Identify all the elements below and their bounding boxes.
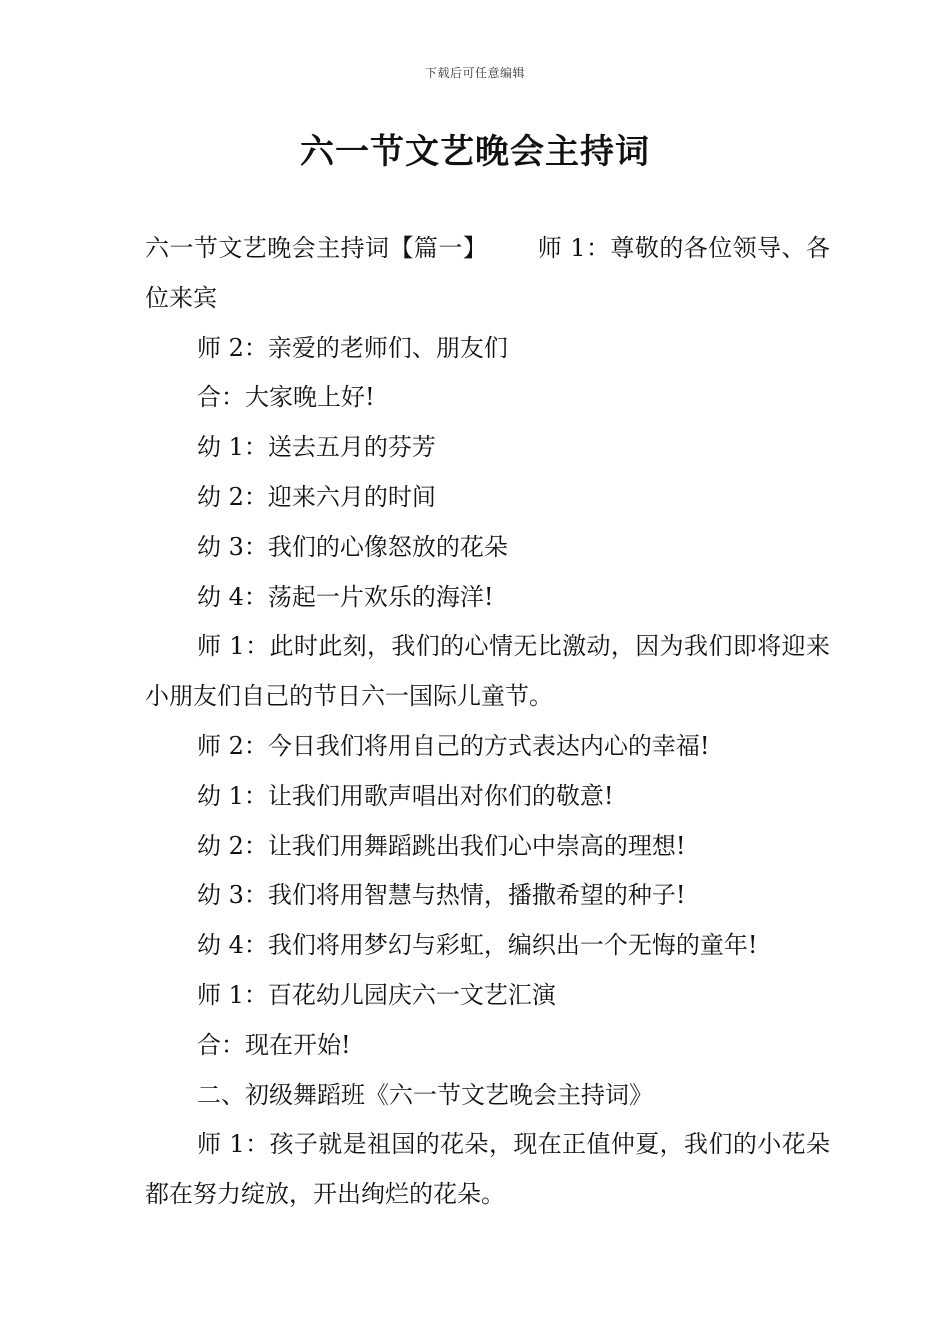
paragraph-7: 师 1：此时此刻，我们的心情无比激动，因为我们即将迎来小朋友们自己的节日六一国际儿童节。 — [145, 632, 830, 711]
paragraph-15: 二、初级舞蹈班《六一节文艺晚会主持词》 — [197, 1080, 653, 1109]
header-note: 下载后可任意编辑 — [424, 66, 525, 80]
paragraph-4: 幼 2：迎来六月的时间 — [197, 482, 436, 511]
paragraph-6: 幼 4：荡起一片欢乐的海洋! — [197, 582, 494, 611]
paragraph-12: 幼 4：我们将用梦幻与彩虹，编织出一个无悔的童年! — [197, 931, 758, 960]
document-body — [145, 224, 830, 1220]
intro-heading: 六一节文艺晚会主持词【篇一】 — [145, 234, 488, 262]
paragraph-11: 幼 3：我们将用智慧与热情，播撒希望的种子! — [197, 881, 686, 910]
intro-text: 师 1：尊敬的各位领导、各位来宾 — [145, 234, 831, 312]
paragraph-8: 师 2：今日我们将用自己的方式表达内心的幸福! — [197, 731, 710, 760]
paragraph-9: 幼 1：让我们用歌声唱出对你们的敬意! — [197, 781, 614, 810]
paragraph-5: 幼 3：我们的心像怒放的花朵 — [197, 532, 508, 561]
paragraph-13: 师 1：百花幼儿园庆六一文艺汇演 — [197, 980, 556, 1009]
paragraph-10: 幼 2：让我们用舞蹈跳出我们心中崇高的理想! — [197, 831, 686, 860]
paragraph-14: 合：现在开始! — [197, 1030, 351, 1059]
paragraph-1: 师 2：亲爱的老师们、朋友们 — [197, 333, 508, 362]
intro-paragraph — [145, 224, 830, 324]
paragraph-2: 合：大家晚上好! — [197, 383, 375, 412]
paragraph-3: 幼 1：送去五月的芬芳 — [197, 433, 436, 462]
paragraph-16: 师 1：孩子就是祖国的花朵，现在正值仲夏，我们的小花朵都在努力绽放，开出绚烂的花朵。 — [145, 1130, 830, 1209]
document-title: 六一节文艺晚会主持词 — [300, 132, 650, 172]
